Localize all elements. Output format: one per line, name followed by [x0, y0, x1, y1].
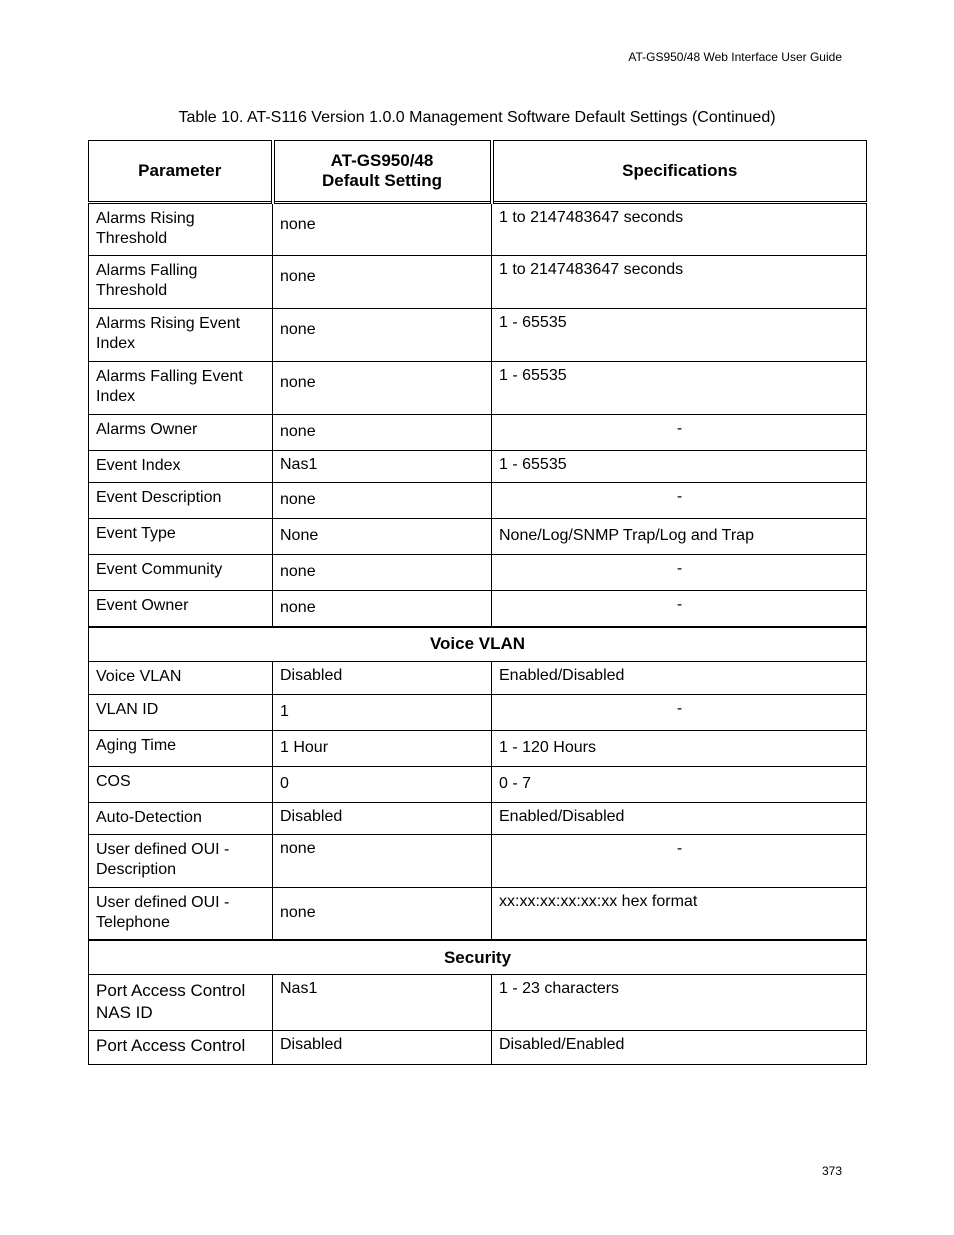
spec-cell: 1 - 65535 [492, 309, 867, 362]
default-cell: none [273, 309, 492, 362]
spec-cell: Disabled/Enabled [492, 1031, 867, 1065]
table-caption: Table 10. AT-S116 Version 1.0.0 Management Software Default Settings (Continued) [178, 109, 776, 126]
param-cell: Event Index [89, 451, 273, 483]
table-row [89, 887, 867, 940]
default-cell: none [273, 415, 492, 451]
col-header-specifications: Specifications [492, 141, 867, 203]
default-settings-table [88, 140, 867, 1065]
param-cell: Auto-Detection [89, 802, 273, 834]
spec-cell: 1 to 2147483647 seconds [492, 203, 867, 256]
col-header-default: AT-GS950/48 Default Setting [273, 141, 492, 203]
section-header-voice-vlan [89, 627, 867, 662]
param-cell: User defined OUI - Description [89, 834, 273, 887]
spec-cell: 1 - 65535 [492, 362, 867, 415]
running-header: AT-GS950/48 Web Interface User Guide [628, 50, 842, 64]
table-row [89, 519, 867, 555]
param-cell: User defined OUI - Telephone [89, 887, 273, 940]
table-row [89, 256, 867, 309]
table-row [89, 555, 867, 591]
spec-cell: - [492, 555, 867, 591]
spec-cell: 0 - 7 [492, 766, 867, 802]
default-cell: none [273, 834, 492, 887]
param-cell: Event Community [89, 555, 273, 591]
param-cell: Alarms Rising Event Index [89, 309, 273, 362]
section-title: Security [89, 940, 867, 975]
default-cell: none [273, 887, 492, 940]
default-cell: 1 [273, 694, 492, 730]
param-cell: Port Access Control NAS ID [89, 975, 273, 1031]
table-row [89, 766, 867, 802]
default-cell: none [273, 203, 492, 256]
spec-cell: Enabled/Disabled [492, 661, 867, 694]
param-cell: Event Description [89, 483, 273, 519]
default-cell: none [273, 483, 492, 519]
table-row [89, 203, 867, 256]
table-row [89, 451, 867, 483]
param-cell: Alarms Falling Event Index [89, 362, 273, 415]
spec-cell: xx:xx:xx:xx:xx:xx hex format [492, 887, 867, 940]
param-cell: Event Owner [89, 591, 273, 627]
spec-cell: 1 - 23 characters [492, 975, 867, 1031]
spec-cell: Enabled/Disabled [492, 802, 867, 834]
table-row [89, 694, 867, 730]
param-cell: Alarms Falling Threshold [89, 256, 273, 309]
table-row [89, 1031, 867, 1065]
param-cell: VLAN ID [89, 694, 273, 730]
table-row [89, 591, 867, 627]
table-row [89, 975, 867, 1031]
table-row [89, 483, 867, 519]
param-cell: COS [89, 766, 273, 802]
default-cell: none [273, 256, 492, 309]
default-cell: Nas1 [273, 975, 492, 1031]
default-cell: 1 Hour [273, 730, 492, 766]
spec-cell: 1 - 65535 [492, 451, 867, 483]
table-row [89, 309, 867, 362]
spec-cell: - [492, 483, 867, 519]
param-cell: Voice VLAN [89, 661, 273, 694]
table-row [89, 415, 867, 451]
table-row [89, 802, 867, 834]
default-cell: Disabled [273, 661, 492, 694]
spec-cell: None/Log/SNMP Trap/Log and Trap [492, 519, 867, 555]
default-cell: None [273, 519, 492, 555]
table-row [89, 661, 867, 694]
spec-cell: 1 - 120 Hours [492, 730, 867, 766]
default-cell: Disabled [273, 1031, 492, 1065]
param-cell: Aging Time [89, 730, 273, 766]
spec-cell: - [492, 694, 867, 730]
table-row [89, 834, 867, 887]
spec-cell: - [492, 415, 867, 451]
table-row [89, 362, 867, 415]
param-cell: Alarms Owner [89, 415, 273, 451]
col-header-parameter: Parameter [89, 141, 273, 203]
section-title: Voice VLAN [89, 627, 867, 662]
default-cell: none [273, 555, 492, 591]
default-cell: none [273, 362, 492, 415]
section-header-security [89, 940, 867, 975]
param-cell: Alarms Rising Threshold [89, 203, 273, 256]
spec-cell: 1 to 2147483647 seconds [492, 256, 867, 309]
default-cell: Nas1 [273, 451, 492, 483]
default-cell: Disabled [273, 802, 492, 834]
default-cell: none [273, 591, 492, 627]
default-cell: 0 [273, 766, 492, 802]
param-cell: Event Type [89, 519, 273, 555]
page-number: 373 [821, 1164, 842, 1178]
param-cell: Port Access Control [89, 1031, 273, 1065]
spec-cell: - [492, 834, 867, 887]
table-row [89, 730, 867, 766]
table-header-row [89, 141, 867, 203]
spec-cell: - [492, 591, 867, 627]
